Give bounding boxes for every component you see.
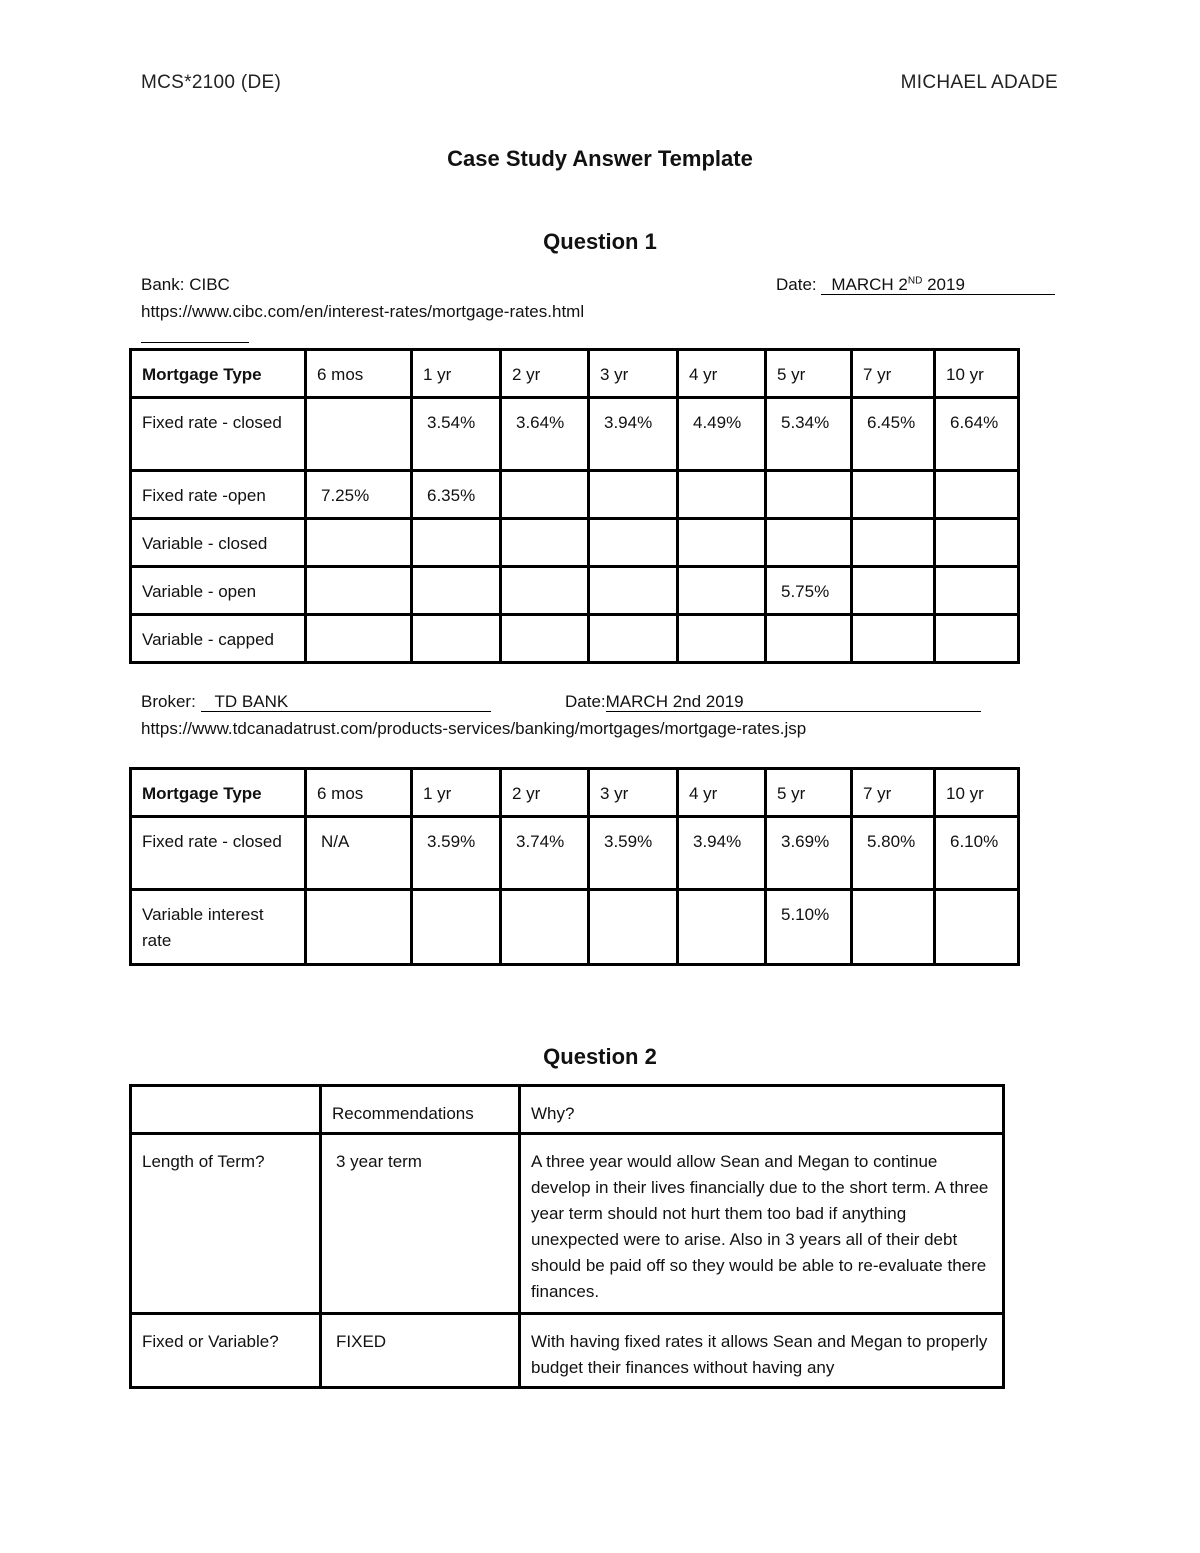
- column-header: 7 yr: [852, 769, 935, 817]
- table-header-row: [131, 769, 1019, 817]
- column-header: 6 mos: [306, 350, 412, 398]
- column-header: 1 yr: [412, 769, 501, 817]
- column-header: 2 yr: [501, 350, 589, 398]
- column-header: 6 mos: [306, 769, 412, 817]
- rate-cell: N/A: [306, 817, 412, 890]
- table-header-row: [131, 350, 1019, 398]
- rate-cell: [935, 890, 1019, 965]
- broker-field: [141, 692, 491, 712]
- column-header: 7 yr: [852, 350, 935, 398]
- rate-cell: 6.35%: [412, 471, 501, 519]
- rate-cell: [501, 471, 589, 519]
- rate-cell: [589, 567, 678, 615]
- column-header: 4 yr: [678, 350, 766, 398]
- broker-date-label: Date:: [565, 692, 606, 711]
- rate-cell: [766, 519, 852, 567]
- reason-cell: With having fixed rates it allows Sean and Megan to properly budget their finances without having any: [520, 1314, 1004, 1388]
- rate-cell: [678, 471, 766, 519]
- td-rates-table: [129, 767, 1020, 966]
- date-label: Date:: [776, 275, 817, 294]
- rate-cell: 5.10%: [766, 890, 852, 965]
- table-row: [131, 398, 1019, 471]
- table-row: [131, 890, 1019, 965]
- rate-cell: 4.49%: [678, 398, 766, 471]
- column-header: 2 yr: [501, 769, 589, 817]
- rate-cell: [501, 890, 589, 965]
- rate-cell: [501, 567, 589, 615]
- rate-cell: [306, 567, 412, 615]
- recommendation-cell: 3 year term: [321, 1134, 520, 1314]
- broker-label: Broker:: [141, 692, 196, 711]
- rate-cell: [412, 519, 501, 567]
- table-row: [131, 471, 1019, 519]
- rate-cell: [935, 567, 1019, 615]
- mortgage-type-cell: Fixed rate - closed: [131, 817, 306, 890]
- rate-cell: [501, 615, 589, 663]
- rate-cell: [412, 567, 501, 615]
- rate-cell: [306, 615, 412, 663]
- rate-cell: 3.64%: [501, 398, 589, 471]
- rate-cell: 3.54%: [412, 398, 501, 471]
- column-header: 5 yr: [766, 769, 852, 817]
- bank-label: Bank: CIBC: [141, 275, 230, 294]
- cibc-rates-table: [129, 348, 1020, 664]
- mortgage-type-cell: Fixed rate -open: [131, 471, 306, 519]
- rate-cell: [852, 890, 935, 965]
- broker-value: TD BANK: [201, 693, 491, 712]
- date-field: [776, 275, 1055, 295]
- table-header-row: [131, 1086, 1004, 1134]
- rate-cell: 3.94%: [678, 817, 766, 890]
- rate-cell: 5.80%: [852, 817, 935, 890]
- column-header: Mortgage Type: [131, 350, 306, 398]
- rate-cell: [935, 471, 1019, 519]
- date-value: [821, 276, 1055, 295]
- column-header: [131, 1086, 321, 1134]
- table-row: [131, 1134, 1004, 1314]
- rate-cell: 3.69%: [766, 817, 852, 890]
- rate-cell: 3.74%: [501, 817, 589, 890]
- column-header: 4 yr: [678, 769, 766, 817]
- mortgage-type-cell: Variable interest rate: [131, 890, 306, 965]
- column-header: 10 yr: [935, 769, 1019, 817]
- table-row: [131, 1314, 1004, 1388]
- rate-cell: 5.75%: [766, 567, 852, 615]
- rate-cell: [852, 519, 935, 567]
- rate-cell: [589, 471, 678, 519]
- rate-cell: [412, 615, 501, 663]
- rate-cell: [306, 398, 412, 471]
- column-header: Why?: [520, 1086, 1004, 1134]
- rate-cell: 6.45%: [852, 398, 935, 471]
- broker-date-field: [565, 692, 981, 712]
- column-header: 5 yr: [766, 350, 852, 398]
- rate-cell: [766, 471, 852, 519]
- date-value-main: MARCH 2: [831, 275, 908, 294]
- rate-cell: [766, 615, 852, 663]
- date-value-year: 2019: [927, 275, 965, 294]
- mortgage-type-cell: Fixed rate - closed: [131, 398, 306, 471]
- column-header: 10 yr: [935, 350, 1019, 398]
- rate-cell: [678, 890, 766, 965]
- table-row: [131, 817, 1019, 890]
- rate-cell: [678, 567, 766, 615]
- rate-cell: [306, 519, 412, 567]
- rate-cell: [852, 615, 935, 663]
- table-row: [131, 519, 1019, 567]
- table-row: [131, 615, 1019, 663]
- rate-cell: 5.34%: [766, 398, 852, 471]
- rate-cell: [852, 567, 935, 615]
- rate-cell: 3.94%: [589, 398, 678, 471]
- rate-cell: [678, 519, 766, 567]
- rate-cell: [589, 519, 678, 567]
- rate-cell: [501, 519, 589, 567]
- rate-cell: [935, 519, 1019, 567]
- question-2-heading: Question 2: [543, 1044, 657, 1069]
- date-value-sup: ND: [907, 275, 923, 287]
- question-cell: Length of Term?: [131, 1134, 321, 1314]
- rate-cell: [678, 615, 766, 663]
- recommendations-table: [129, 1084, 1005, 1389]
- column-header: Mortgage Type: [131, 769, 306, 817]
- bank-url[interactable]: https://www.cibc.com/en/interest-rates/mortgage-rates.html: [141, 302, 585, 321]
- broker-url[interactable]: https://www.tdcanadatrust.com/products-services/banking/mortgages/mortgage-rates.jsp: [141, 719, 807, 738]
- question-1-heading: Question 1: [543, 229, 657, 254]
- table-row: [131, 567, 1019, 615]
- reason-cell: A three year would allow Sean and Megan to continue develop in their lives financially due to the short term. A three year term should not hurt them too bad if anything unexpected were to arise. Also in 3 years all of their debt should be paid off so they would be able to re-evaluate there finances.: [520, 1134, 1004, 1314]
- rate-cell: [935, 615, 1019, 663]
- rate-cell: [852, 471, 935, 519]
- rate-cell: 7.25%: [306, 471, 412, 519]
- course-code: MCS*2100 (DE): [141, 72, 282, 93]
- column-header: Recommendations: [321, 1086, 520, 1134]
- document-title: Case Study Answer Template: [447, 146, 753, 171]
- question-cell: Fixed or Variable?: [131, 1314, 321, 1388]
- mortgage-type-cell: Variable - closed: [131, 519, 306, 567]
- recommendation-cell: FIXED: [321, 1314, 520, 1388]
- underline-divider: [141, 342, 249, 343]
- rate-cell: [589, 615, 678, 663]
- column-header: 3 yr: [589, 769, 678, 817]
- rate-cell: [306, 890, 412, 965]
- author-name: MICHAEL ADADE: [900, 72, 1058, 93]
- column-header: 1 yr: [412, 350, 501, 398]
- rate-cell: [412, 890, 501, 965]
- mortgage-type-cell: Variable - capped: [131, 615, 306, 663]
- rate-cell: 6.64%: [935, 398, 1019, 471]
- broker-date-value: MARCH 2nd 2019: [606, 693, 981, 712]
- rate-cell: [589, 890, 678, 965]
- mortgage-type-cell: Variable - open: [131, 567, 306, 615]
- rate-cell: 3.59%: [412, 817, 501, 890]
- rate-cell: 3.59%: [589, 817, 678, 890]
- rate-cell: 6.10%: [935, 817, 1019, 890]
- column-header: 3 yr: [589, 350, 678, 398]
